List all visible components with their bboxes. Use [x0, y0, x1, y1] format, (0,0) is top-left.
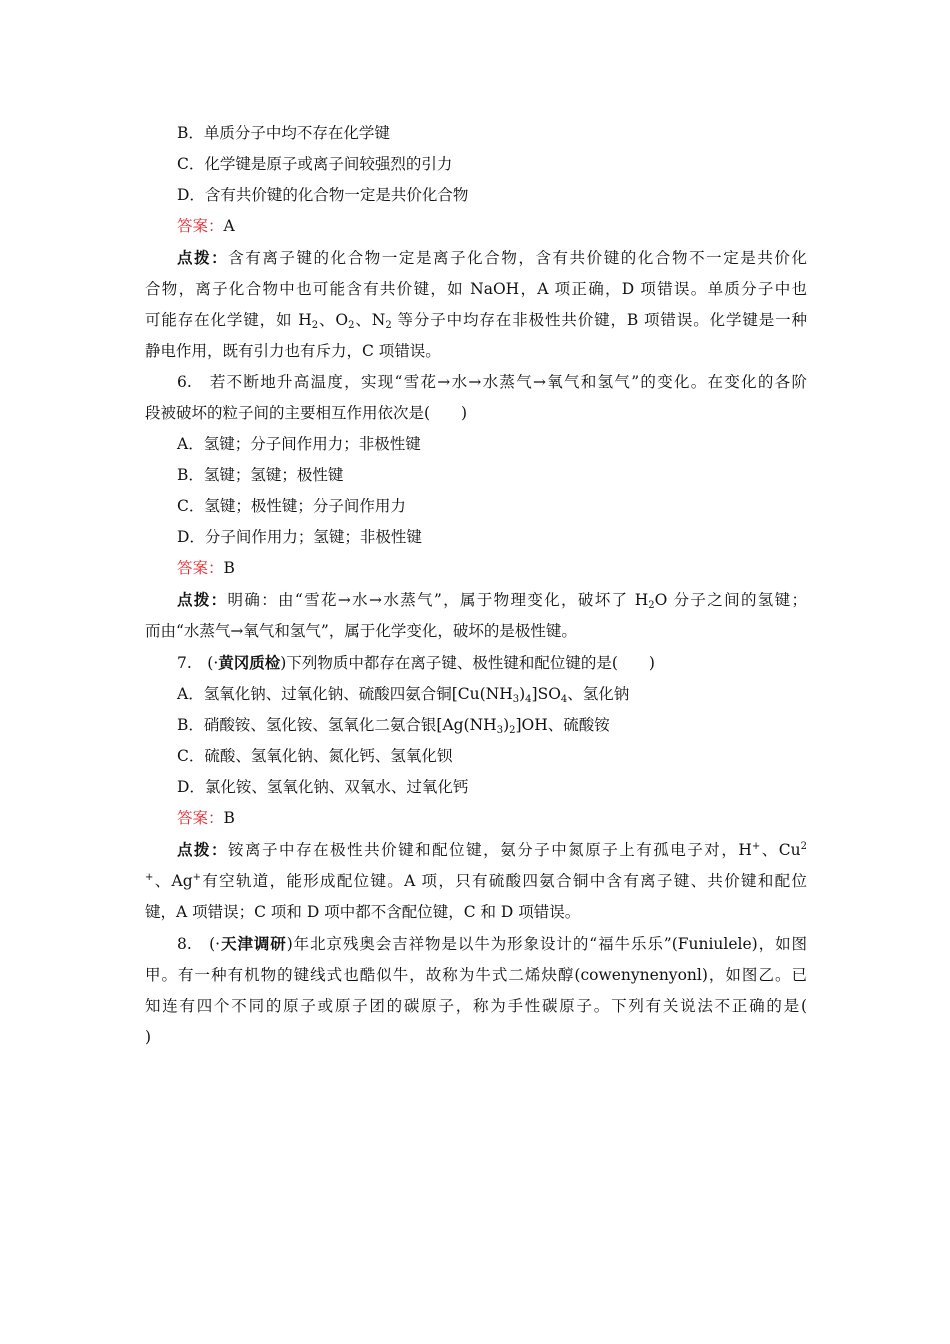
note-text: 、Cu	[760, 841, 801, 859]
q5-note-line-4: 静电作用，既有引力也有斥力，C 项错误。	[145, 342, 441, 360]
answer-label: 答案：	[177, 559, 224, 577]
q6-answer	[145, 553, 807, 584]
option-text: )	[519, 685, 526, 703]
note-text: 可能存在化学键，如 H	[145, 311, 312, 329]
note-text: 、N	[354, 311, 386, 329]
subscript: 3	[496, 725, 504, 736]
q5-option-d: D．含有共价键的化合物一定是共价化合物	[177, 186, 469, 204]
superscript: +	[192, 872, 202, 883]
question-number: 7. (·	[177, 654, 219, 672]
q7-note-line-1	[145, 834, 807, 866]
note-text: 有空轨道，能形成配位键。A 项，只有硫酸四氨合铜中含有离子键、共价键和配位	[201, 872, 807, 890]
note-text: 、O	[318, 311, 349, 329]
q7-option-d: D．氯化铵、氢氧化钠、双氧水、过氧化钙	[177, 778, 469, 796]
note-text: 铵离子中存在极性共价键和配位键，氨分子中氮原子上有孤电子对，H	[228, 841, 752, 859]
question-number: 8. (·	[177, 935, 221, 953]
subscript: 2	[385, 320, 392, 331]
q6-option-a: A．氢键；分子间作用力；非极性键	[177, 435, 421, 453]
q5-note-line-3	[145, 305, 807, 336]
answer-label: 答案：	[177, 809, 224, 827]
q8-stem-line-3: 知连有四个不同的原子或原子团的碳原子，称为手性碳原子。下列有关说法不正确的是(	[145, 997, 807, 1015]
q7-note-line-3: 键，A 项错误；C 项和 D 项中都不含配位键，C 和 D 项错误。	[145, 903, 581, 921]
q8-stem-line-2: 甲。有一种有机物的键线式也酷似牛，故称为牛式二烯炔醇(cowenynenyonl)，如图乙。已	[145, 966, 807, 984]
subscript: 2	[311, 320, 319, 331]
superscript: +	[145, 872, 154, 883]
q7-answer	[145, 803, 807, 834]
option-text: B．硝酸铵、氢化铵、氢氧化二氨合银[Ag(NH	[177, 716, 497, 734]
answer-label: 答案：	[177, 217, 224, 235]
note-text: 明确：由“雪花→水→水蒸气”，属于物理变化，破坏了 H	[227, 591, 649, 609]
q6-option-d: D．分子间作用力；氢键；非极性键	[177, 528, 422, 546]
q7-option-c: C．硫酸、氢氧化钠、氮化钙、氢氧化钡	[177, 747, 453, 765]
q6-stem-line-1: 6. 若不断地升高温度，实现“雪花→水→水蒸气→氧气和氢气”的变化。在变化的各阶	[177, 373, 807, 391]
q8-stem-line-1	[145, 928, 807, 960]
question-text: )下列物质中都存在离子键、极性键和配位键的是( )	[280, 654, 655, 672]
q5-note-line-1	[145, 242, 807, 274]
q5-note-line-2: 合物，离子化合物中也可能含有共价键，如 NaOH，A 项正确，D 项错误。单质分子中也	[145, 280, 807, 298]
q7-option-b	[145, 710, 807, 741]
q7-stem	[145, 647, 807, 679]
q5-option-b: B．单质分子中均不存在化学键	[177, 124, 390, 142]
subscript: 2	[348, 320, 355, 331]
subscript: 4	[560, 694, 568, 705]
q5-answer	[145, 211, 807, 242]
q6-stem-line-2: 段被破坏的粒子间的主要相互作用依次是( )	[145, 404, 468, 422]
subscript: 4	[525, 694, 532, 705]
note-label: 点拨：	[177, 248, 229, 267]
answer-value: B	[223, 809, 235, 827]
note-label: 点拨：	[177, 590, 228, 609]
option-text: ]OH、硫酸铵	[515, 716, 610, 734]
subscript: 3	[512, 694, 520, 705]
note-text: 等分子中均存在非极性共价键，B 项错误。化学键是一种	[391, 311, 807, 329]
answer-value: B	[223, 559, 235, 577]
superscript: +	[751, 841, 761, 852]
answer-value: A	[223, 217, 235, 235]
q5-option-c: C．化学键是原子或离子间较强烈的引力	[177, 155, 453, 173]
note-label: 点拨：	[177, 840, 229, 859]
option-text: ]SO	[531, 685, 561, 703]
option-text: )	[503, 716, 510, 734]
q7-note-line-2	[145, 866, 807, 897]
subscript: 2	[648, 600, 655, 611]
q6-note-line-1	[145, 584, 807, 616]
option-text: A．氢氧化钠、过氧化钠、硫酸四氨合铜[Cu(NH	[177, 685, 513, 703]
subscript: 2	[509, 725, 516, 736]
note-text: O 分子之间的氢键；	[654, 591, 807, 609]
q8-stem-line-4: )	[145, 1028, 152, 1046]
option-text: 、氢化钠	[567, 685, 630, 703]
question-source: 天津调研	[220, 934, 287, 953]
q6-option-b: B．氢键；氢键；极性键	[177, 466, 344, 484]
q6-note-line-2: 而由“水蒸气→氧气和氢气”，属于化学变化，破坏的是极性键。	[145, 622, 577, 640]
superscript: 2	[800, 841, 807, 852]
question-text: )年北京残奥会吉祥物是以牛为形象设计的“福牛乐乐”(Funiulele)，如图	[286, 935, 807, 953]
note-text: 、Ag	[153, 872, 193, 890]
note-text: 含有离子键的化合物一定是离子化合物，含有共价键的化合物不一定是共价化	[228, 249, 807, 267]
document-page	[145, 118, 807, 1053]
q6-option-c: C．氢键；极性键；分子间作用力	[177, 497, 406, 515]
question-source: 黄冈质检	[218, 653, 281, 672]
q7-option-a	[145, 679, 807, 710]
